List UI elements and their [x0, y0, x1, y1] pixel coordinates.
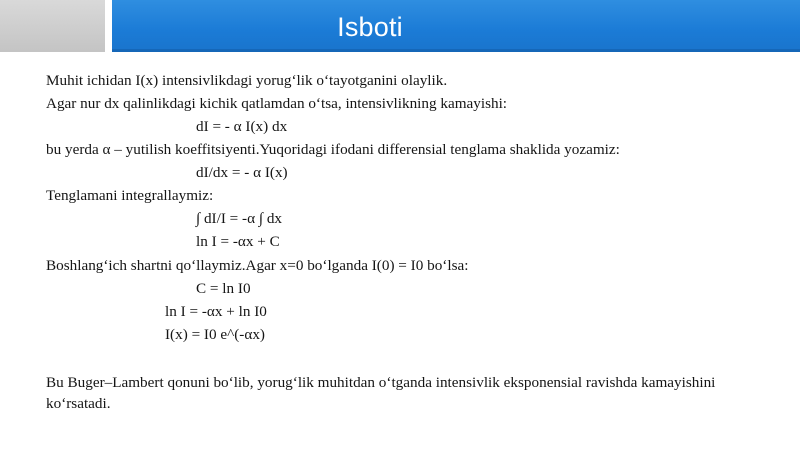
equation-2: dI/dx = - α I(x) — [196, 164, 288, 181]
equation-4: ln I = -αx + C — [196, 233, 280, 250]
text-line-1: Muhit ichidan I(x) intensivlikdagi yorug‘lik o‘tayotganini olaylik. — [46, 72, 448, 89]
text-line-4: bu yerda α – yutilish koeffitsiyenti.Yuqoridagi ifodani differensial tenglama shaklida yozamiz: — [46, 141, 620, 158]
equation-1: dI = - α I(x) dx — [196, 118, 288, 135]
slide-title: Isboti — [337, 12, 403, 42]
conclusion-paragraph: Bu Buger–Lambert qonuni bo‘lib, yorug‘lik muhitdan o‘tganda intensivlik eksponensial ravishda kamayishini ko‘rsatadi. — [46, 374, 716, 412]
header-gap — [105, 0, 112, 52]
text-line-6: Tenglamani integrallaymiz: — [46, 187, 214, 204]
equation-6: ln I = -αx + ln I0 — [165, 303, 267, 320]
equation-3: ∫ dI/I = -α ∫ dx — [196, 210, 283, 227]
header-gray-block — [0, 0, 105, 52]
equation-5: C = ln I0 — [196, 280, 251, 297]
equation-7: I(x) = I0 e^(-αx) — [165, 326, 265, 343]
text-line-2: Agar nur dx qalinlikdagi kichik qatlamdan o‘tsa, intensivlikning kamayishi: — [46, 95, 508, 112]
text-line-9: Boshlang‘ich shartni qo‘llaymiz.Agar x=0 bo‘lganda I(0) = I0 bo‘lsa: — [46, 257, 469, 274]
